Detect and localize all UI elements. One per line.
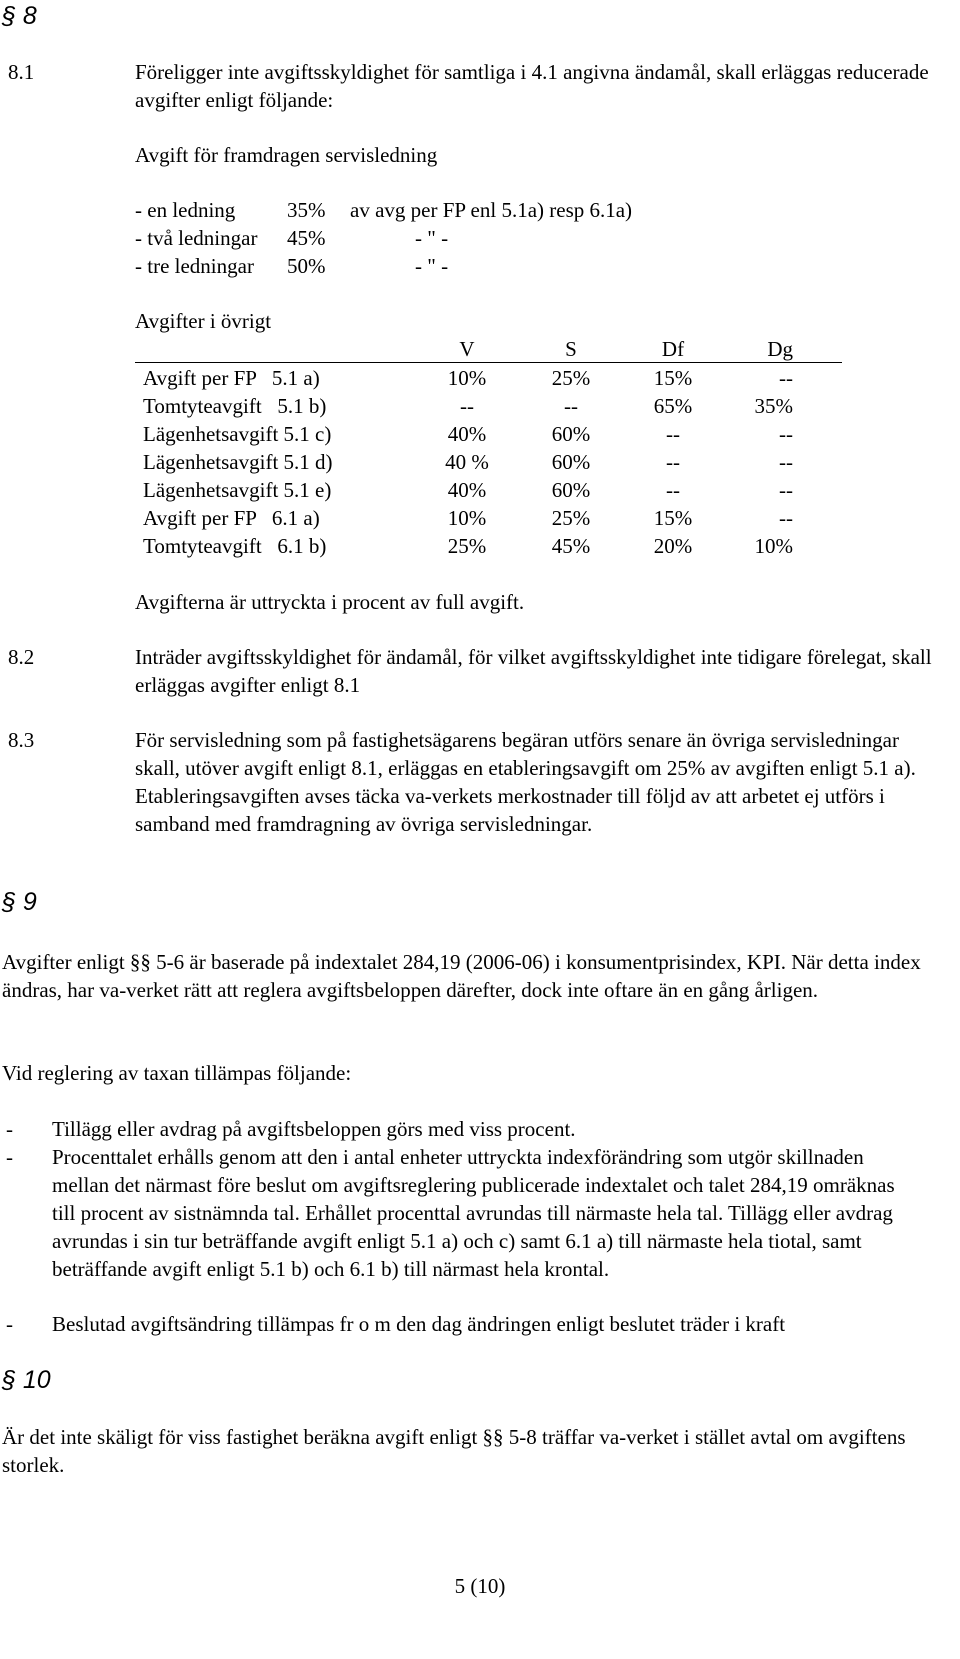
section-9-intro: Vid reglering av taxan tillämpas följande: — [2, 1061, 352, 1085]
clause-8-3-text: För servisledning som på fastighetsägarens begäran utförs senare än övriga servisledningar skall, utöver avgift enligt 8.1, erläggas en etableringsavgift om 25% av avgiften enligt 5.1 a). Etableringsavgiften avses täcka va-verkets merkostnader till följd av att arbetet ej utförs i samband med framdragning av övriga servisledningar. — [135, 728, 916, 836]
table-cell-df: 20% — [653, 534, 693, 558]
table-cell-s: 45% — [551, 534, 591, 558]
section-8-heading: § 8 — [2, 2, 37, 30]
table-row — [135, 532, 835, 560]
table-cell-s: 25% — [551, 506, 591, 530]
clause-8-3-number: 8.3 — [8, 728, 35, 752]
table-cell-s: 25% — [551, 366, 591, 390]
list-dash: - — [6, 1312, 13, 1336]
service-line-description: - " - — [415, 226, 449, 250]
table-cell-dg: -- — [779, 366, 793, 390]
table-cell-label: Avgift per FP 6.1 a) — [143, 506, 320, 530]
table-cell-s: -- — [564, 394, 578, 418]
service-line-label: - tre ledningar — [135, 254, 254, 278]
table-cell-label: Lägenhetsavgift 5.1 c) — [143, 422, 332, 446]
table-row — [135, 364, 835, 392]
service-line-fee-heading: Avgift för framdragen servisledning — [135, 143, 438, 167]
table-cell-df: 15% — [653, 366, 693, 390]
table-cell-label: Lägenhetsavgift 5.1 e) — [143, 478, 332, 502]
table-cell-v: 40 % — [445, 450, 489, 474]
table-cell-v: 10% — [447, 506, 487, 530]
table-cell-dg: 10% — [754, 534, 793, 558]
table-header-row — [135, 335, 835, 363]
clause-8-1-text: Föreligger inte avgiftsskyldighet för samtliga i 4.1 angivna ändamål, skall erläggas reducerade avgifter enligt följande: — [135, 60, 929, 112]
section-9-heading: § 9 — [2, 888, 37, 916]
table-cell-dg: -- — [779, 506, 793, 530]
table-cell-label: Tomtyteavgift 6.1 b) — [143, 534, 327, 558]
service-line-label: - en ledning — [135, 198, 236, 222]
table-row — [135, 476, 835, 504]
table-cell-v: 40% — [447, 478, 487, 502]
table-cell-dg: 35% — [754, 394, 793, 418]
page-number: 5 (10) — [454, 1574, 506, 1598]
table-cell-label: Avgift per FP 5.1 a) — [143, 366, 320, 390]
table-cell-df: -- — [666, 422, 680, 446]
table-cell-df: 15% — [653, 506, 693, 530]
table-cell-df: -- — [666, 450, 680, 474]
service-line-percent: 45% — [287, 226, 326, 250]
table-cell-dg: -- — [779, 450, 793, 474]
table-row — [135, 504, 835, 532]
service-line-percent: 35% — [287, 198, 326, 222]
section-9-paragraph: Avgifter enligt §§ 5-6 är baserade på indextalet 284,19 (2006-06) i konsumentprisindex, KPI. När detta index ändras, har va-verket rätt att reglera avgiftsbeloppen därefter, dock inte oftare än en gång årligen. — [2, 950, 921, 1002]
column-header-s: S — [565, 337, 577, 361]
table-header-rule — [135, 362, 842, 363]
table-cell-label: Tomtyteavgift 5.1 b) — [143, 394, 327, 418]
table-note: Avgifterna är uttryckta i procent av full avgift. — [135, 590, 525, 614]
service-line-label: - två ledningar — [135, 226, 258, 250]
list-item: Procenttalet erhålls genom att den i antal enheter uttryckta indexförändring som utgör skillnaden mellan det närmast före beslut om avgiftsreglering publicerade indextalet och talet 284,19 omräknas till procent av sistnämnda tal. Erhållet procenttal avrundas till närmaste hela tal. Tillägg eller avdrag avrundas i sin tur beträffande avgift enligt 5.1 a) och c) samt 6.1 a) till närmaste hela tiotal, samt beträffande avgift enligt 5.1 b) och 6.1 b) till närmast hela krontal. — [52, 1145, 895, 1281]
other-fees-heading: Avgifter i övrigt — [135, 309, 272, 333]
table-cell-df: 65% — [653, 394, 693, 418]
table-cell-s: 60% — [551, 422, 591, 446]
list-item: Beslutad avgiftsändring tillämpas fr o m den dag ändringen enligt beslutet träder i kraft — [52, 1312, 786, 1336]
column-header-df: Df — [661, 337, 685, 361]
list-item: Tillägg eller avdrag på avgiftsbeloppen görs med viss procent. — [52, 1117, 576, 1141]
table-cell-dg: -- — [779, 478, 793, 502]
table-cell-v: 40% — [447, 422, 487, 446]
list-dash: - — [6, 1117, 13, 1141]
column-header-v: V — [459, 337, 475, 361]
table-cell-v: 10% — [447, 366, 487, 390]
table-row — [135, 448, 835, 476]
table-cell-s: 60% — [551, 450, 591, 474]
clause-8-2-text: Inträder avgiftsskyldighet för ändamål, för vilket avgiftsskyldighet inte tidigare förelegat, skall erläggas avgifter enligt 8.1 — [135, 645, 932, 697]
clause-8-1-number: 8.1 — [8, 60, 35, 84]
table-cell-df: -- — [666, 478, 680, 502]
clause-8-2-number: 8.2 — [8, 645, 35, 669]
service-line-description: av avg per FP enl 5.1a) resp 6.1a) — [350, 198, 633, 222]
column-header-dg: Dg — [767, 337, 793, 361]
section-10-paragraph: Är det inte skäligt för viss fastighet beräkna avgift enligt §§ 5-8 träffar va-verket i stället avtal om avgiftens storlek. — [2, 1425, 906, 1477]
table-cell-dg: -- — [779, 422, 793, 446]
service-line-percent: 50% — [287, 254, 326, 278]
table-row — [135, 420, 835, 448]
list-dash: - — [6, 1145, 13, 1169]
service-line-description: - " - — [415, 254, 449, 278]
table-cell-label: Lägenhetsavgift 5.1 d) — [143, 450, 333, 474]
table-row — [135, 392, 835, 420]
section-10-heading: § 10 — [2, 1366, 51, 1394]
table-cell-v: 25% — [447, 534, 487, 558]
table-cell-s: 60% — [551, 478, 591, 502]
table-cell-v: -- — [460, 394, 474, 418]
